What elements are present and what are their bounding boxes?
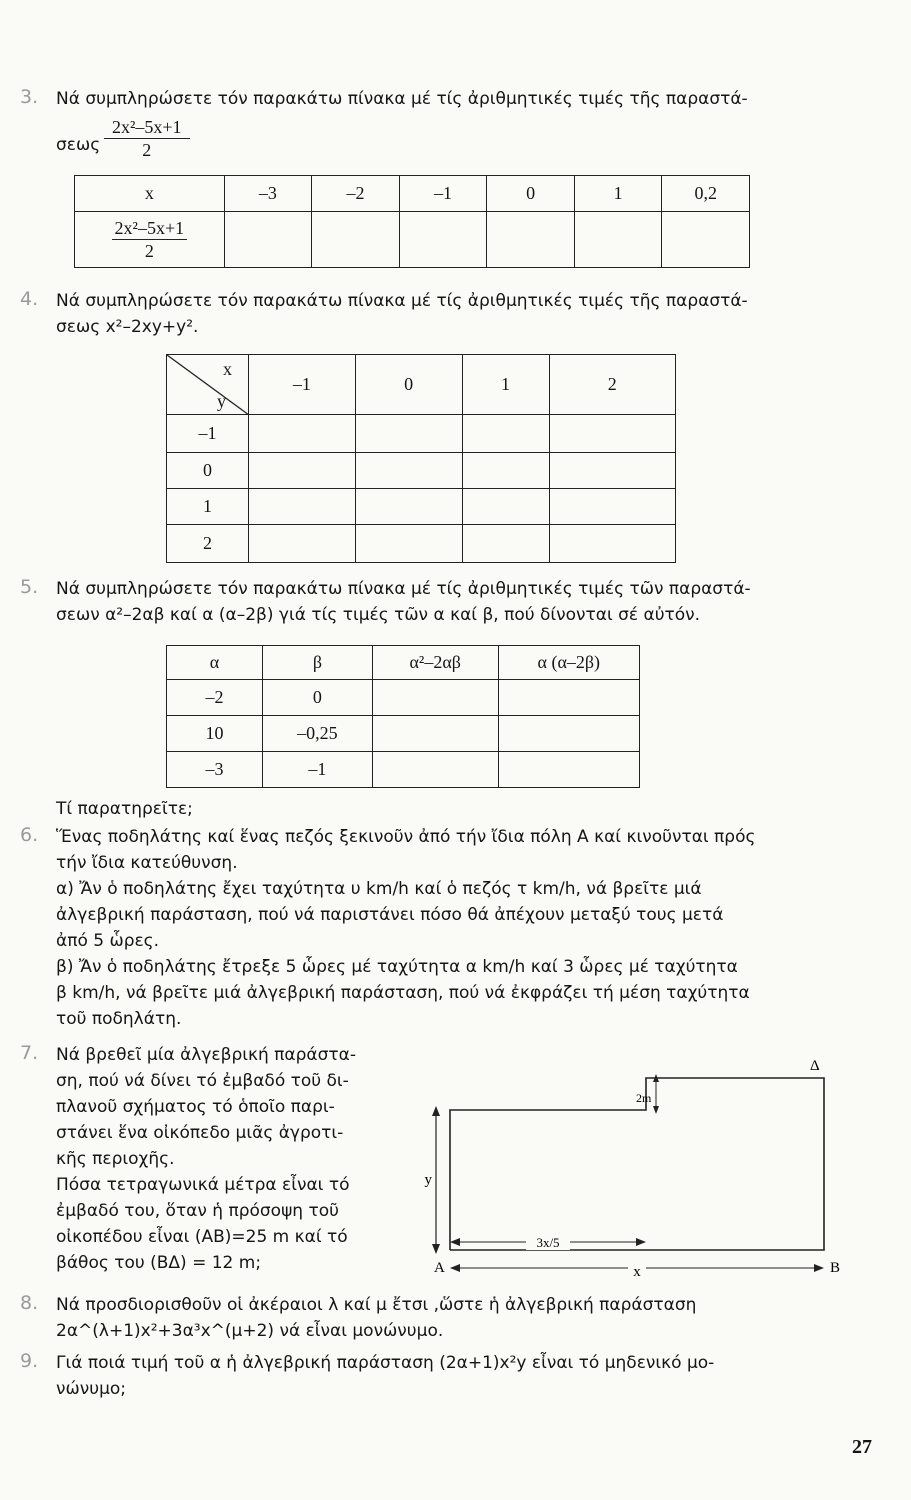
table3-value: 1 [574,176,662,212]
table5-beta: –1 [262,752,372,788]
exercise-9-line1: Γιά ποιά τιμή τοῦ α ἡ ἀλγεβρική παράσταση (2α+1)x²y εἶναι τό μηδενικό μο- [56,1353,715,1373]
exercise-5-line1: Νά συμπληρώσετε τόν παρακάτω πίνακα μέ τίς ἀριθμητικές τιμές τῶν παραστά- [56,579,751,599]
row-numerator: 2x²–5x+1 [112,217,188,240]
exercise-7-line: ἐμβαδό του, ὅταν ἡ πρόσοψη τοῦ [56,1201,339,1221]
table4-corner-y: y [217,391,226,411]
exercise-number-7: 7. [20,1042,39,1064]
label-3x5: 3x/5 [536,1235,560,1250]
table5-empty-cell [372,716,498,752]
exercise-number-4: 4. [20,288,39,310]
exercise-6-line: Ἕνας ποδηλάτης καί ἕνας πεζός ξεκινοῦν ἀπό τήν ἴδια πόλη Α καί κινοῦνται πρός [56,827,756,847]
table4-col-header: 0 [355,355,462,415]
label-y: y [424,1172,432,1188]
table3-value: 0,2 [662,176,750,212]
exercise-6-line: ἀπό 5 ὧρες. [56,931,160,951]
table4-empty-cell [462,415,549,453]
table5-beta: –0,25 [262,716,372,752]
label-x: x [633,1264,641,1280]
exercise-5-line2: σεων α²–2αβ καί α (α–2β) γιά τίς τιμές τῶν α καί β, πού δίνονται σέ αὐτόν. [56,605,701,625]
table3-empty-cell [399,212,487,268]
table4-empty-cell [249,453,356,489]
table5-empty-cell [498,752,639,788]
exercise-8-line1: Νά προσδιορισθοῦν οἱ ἀκέραιοι λ καί μ ἔτσι ,ὥστε ἡ ἀλγεβρική παράσταση [56,1295,697,1315]
table4-row-header: –1 [167,415,249,453]
exercise-6-line: β km/h, νά βρεῖτε μιά ἀλγεβρική παράσταση, πού νά ἐκφράζει τή μέση ταχύτητα [56,983,750,1003]
exercise-number-9: 9. [20,1350,39,1372]
table5-empty-cell [498,716,639,752]
arrow-up-icon [432,1106,440,1116]
expr-denominator: 2 [142,140,152,160]
table4-col-header: 1 [462,355,549,415]
land-plot-figure [410,1050,850,1290]
table4-empty-cell [355,489,462,525]
exercise-7-line: βάθος του (ΒΔ) = 12 m; [56,1253,262,1273]
expr-numerator: 2x²–5x+1 [104,116,190,139]
table4-empty-cell [355,525,462,563]
label-2m: 2m [636,1091,652,1105]
table4-corner-x: x [223,359,233,379]
table3-value: 0 [487,176,575,212]
exercise-7-line: κῆς περιοχῆς. [56,1149,175,1169]
table3-empty-cell [662,212,750,268]
exercise-7-line: στάνει ἕνα οἰκόπεδο μιᾶς ἀγροτι- [56,1123,344,1143]
exercise-5-table [166,645,640,788]
table3-value: –1 [399,176,487,212]
exercise-9-line2: νώνυμο; [56,1379,127,1399]
exercise-3-prefix: σεως [56,135,101,155]
table4-empty-cell [549,415,676,453]
table4-empty-cell [462,453,549,489]
table5-header: α (α–2β) [498,646,639,680]
table3-header-x: x [75,176,225,212]
table3-empty-cell [224,212,312,268]
table5-header: β [262,646,372,680]
table4-empty-cell [549,453,676,489]
table3-value: –3 [224,176,312,212]
table4-empty-cell [249,489,356,525]
label-a: A [434,1260,445,1276]
exercise-3-expression [104,116,190,161]
table4-col-header: –1 [249,355,356,415]
table4-empty-cell [549,525,676,563]
table4-diagonal [167,355,249,415]
exercise-6-line: α) Ἄν ὁ ποδηλάτης ἔχει ταχύτητα υ km/h καί ὁ πεζός τ km/h, νά βρεῖτε μιά [56,879,702,899]
table3-empty-cell [312,212,400,268]
exercise-3-table [74,175,750,268]
table4-row-header: 2 [167,525,249,563]
exercise-number-6: 6. [20,824,39,846]
table4-col-header: 2 [549,355,676,415]
exercise-number-8: 8. [20,1292,39,1314]
exercise-6-line: τοῦ ποδηλάτη. [56,1009,182,1029]
exercise-3-text: Νά συμπληρώσετε τόν παρακάτω πίνακα μέ τίς ἀριθμητικές τιμές τῆς παραστά- [56,89,748,109]
table3-value: –2 [312,176,400,212]
table5-header: α [167,646,263,680]
table3-empty-cell [487,212,575,268]
arrow-right-icon [636,1238,646,1246]
table5-alpha: 10 [167,716,263,752]
exercise-number-3: 3. [20,86,39,108]
table4-empty-cell [249,525,356,563]
table5-alpha: –3 [167,752,263,788]
table5-alpha: –2 [167,680,263,716]
label-b: B [830,1260,841,1276]
exercise-4-line2: σεως x²–2xy+y². [56,317,199,337]
table4-row-header: 0 [167,453,249,489]
table4-corner-cell [167,355,249,415]
exercise-5-question: Τί παρατηρεῖτε; [56,799,193,819]
row-denominator: 2 [144,241,154,261]
table4-empty-cell [462,525,549,563]
exercise-7-line: πλανοῦ σχήματος τό ὁποῖο παρι- [56,1097,335,1117]
table4-empty-cell [549,489,676,525]
exercise-4-table [166,354,676,563]
exercise-6-line: τήν ἴδια κατεύθυνση. [56,853,238,873]
table5-header: α²–2αβ [372,646,498,680]
exercise-number-5: 5. [20,576,39,598]
arrow-left-icon [450,1264,460,1272]
exercise-4-line1: Νά συμπληρώσετε τόν παρακάτω πίνακα μέ τίς ἀριθμητικές τιμές τῆς παραστά- [56,291,748,311]
exercise-7-line: ση, πού νά δίνει τό ἐμβαδό τοῦ δι- [56,1071,349,1091]
exercise-7-line: Πόσα τετραγωνικά μέτρα εἶναι τό [56,1175,350,1195]
table4-empty-cell [249,415,356,453]
table3-empty-cell [574,212,662,268]
table5-empty-cell [372,752,498,788]
label-delta: Δ [810,1058,820,1074]
page-number: 27 [852,1436,872,1458]
exercise-6-line: β) Ἄν ὁ ποδηλάτης ἔτρεξε 5 ὧρες μέ ταχύτητα α km/h καί 3 ὧρες μέ ταχύτητα [56,957,738,977]
table4-row-header: 1 [167,489,249,525]
arrow-left-icon [450,1238,460,1246]
table4-empty-cell [355,453,462,489]
arrow-down-icon [653,1106,659,1114]
arrow-right-icon [814,1264,824,1272]
table4-empty-cell [355,415,462,453]
arrow-down-icon [432,1244,440,1254]
table4-empty-cell [462,489,549,525]
table5-beta: 0 [262,680,372,716]
table3-row-expression [75,212,225,268]
exercise-6-line: ἀλγεβρική παράσταση, πού νά παριστάνει πόσο θά ἀπέχουν μεταξύ τους μετά [56,905,724,925]
exercise-7-line: Νά βρεθεῖ μία ἀλγεβρική παράστα- [56,1045,356,1065]
exercise-8-line2: 2α^(λ+1)x²+3α³x^(μ+2) νά εἶναι μονώνυμο. [56,1321,444,1341]
exercise-7-line: οἰκοπέδου εἶναι (ΑΒ)=25 m καί τό [56,1227,348,1247]
table5-empty-cell [372,680,498,716]
table5-empty-cell [498,680,639,716]
